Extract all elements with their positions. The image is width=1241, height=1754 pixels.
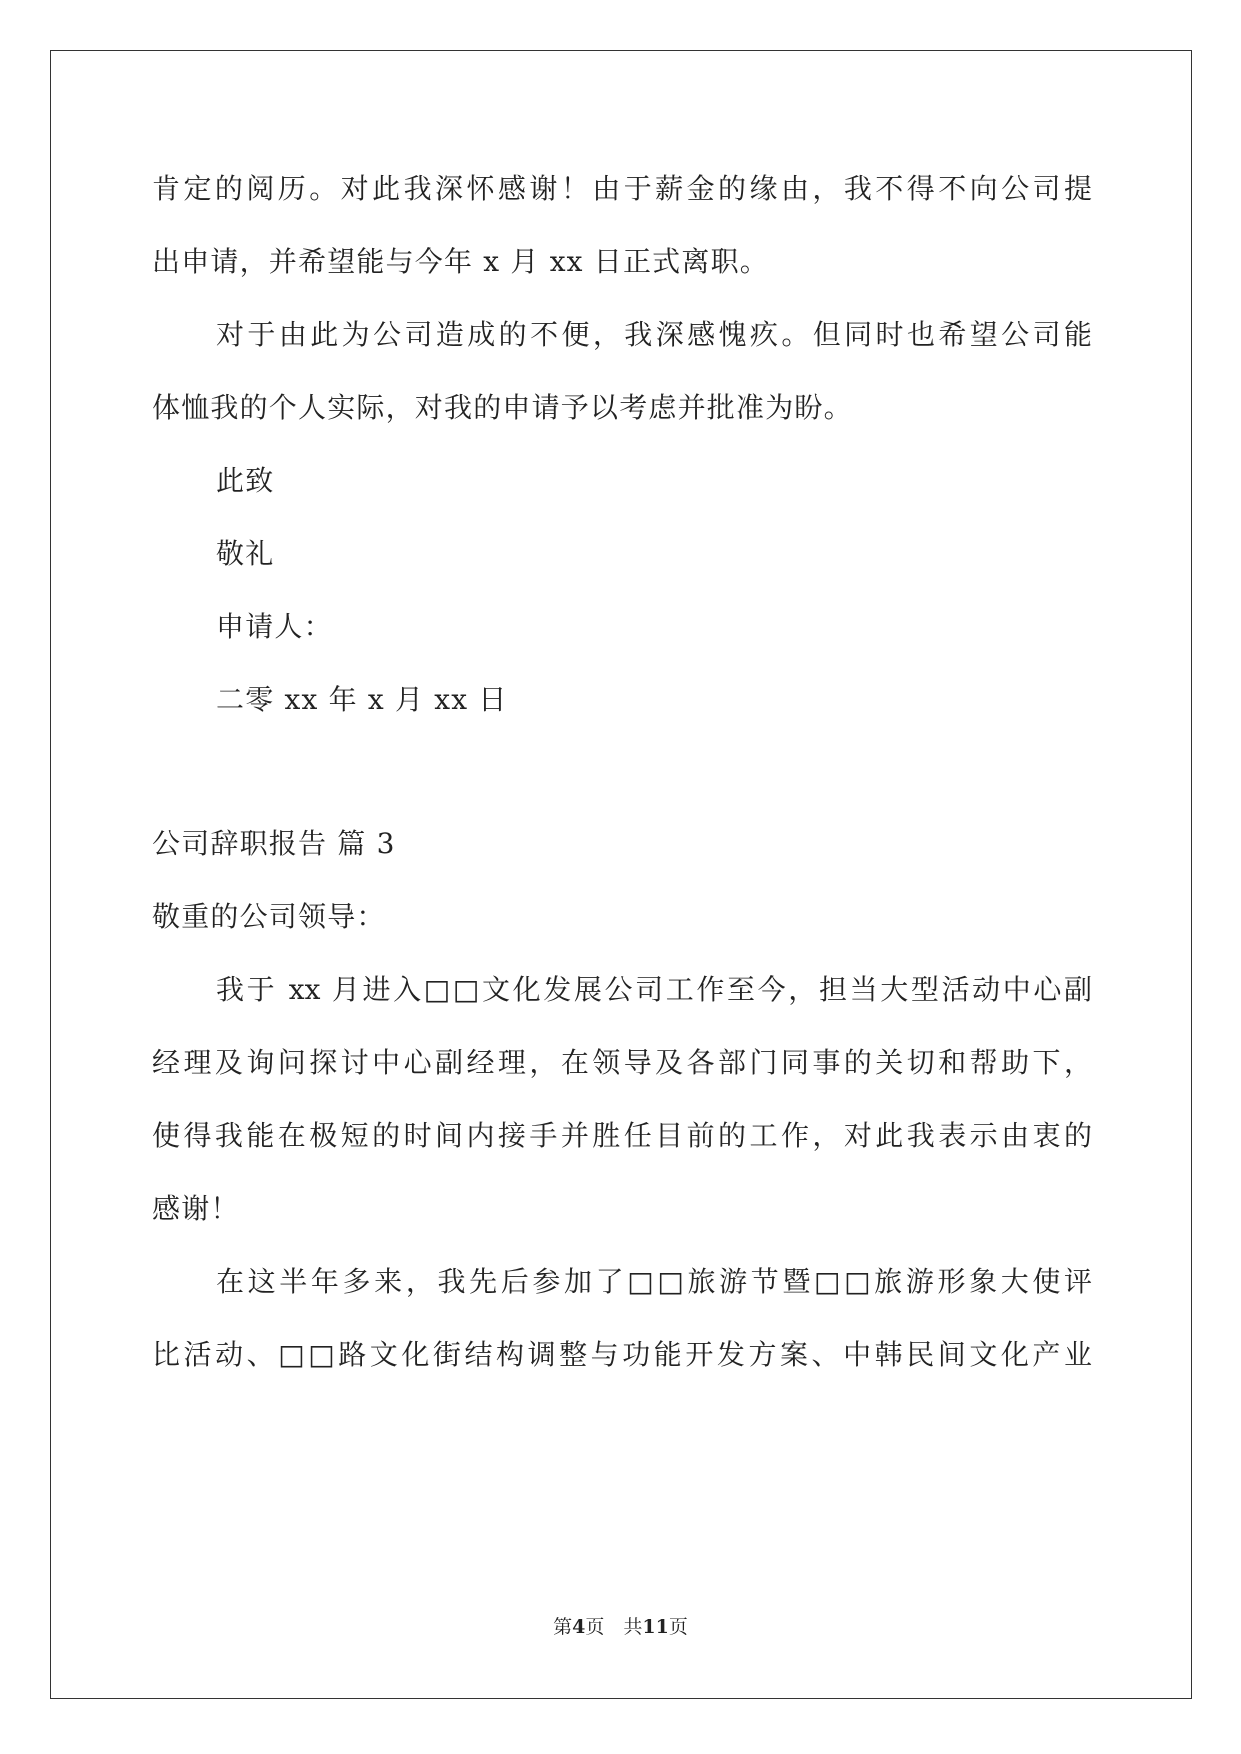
paragraph-line: 在这半年多来，我先后参加了□□旅游节暨□□旅游形象大使评 <box>216 1265 1092 1298</box>
footer-prefix: 第 <box>553 1616 573 1638</box>
letter-greeting: 敬重的公司领导： <box>152 900 386 933</box>
page-footer <box>0 1612 1241 1639</box>
paragraph-line: 出申请，并希望能与今年 x 月 xx 日正式离职。 <box>152 245 769 278</box>
page-border <box>50 50 1192 1699</box>
paragraph-line: 体恤我的个人实际，对我的申请予以考虑并批准为盼。 <box>152 391 853 424</box>
paragraph-line: 感谢！ <box>152 1192 240 1225</box>
paragraph-line: 肯定的阅历。对此我深怀感谢！由于薪金的缘由，我不得不向公司提 <box>152 172 1092 205</box>
paragraph-line: 对于由此为公司造成的不便，我深感愧疚。但同时也希望公司能 <box>216 318 1092 351</box>
current-page-number: 4 <box>572 1616 586 1638</box>
paragraph-line: 使得我能在极短的时间内接手并胜任目前的工作，对此我表示由衷的 <box>152 1119 1092 1152</box>
paragraph-line: 比活动、□□路文化街结构调整与功能开发方案、中韩民间文化产业 <box>152 1338 1092 1371</box>
date-line: 二零 xx 年 x 月 xx 日 <box>216 683 508 716</box>
applicant-label: 申请人： <box>216 610 333 643</box>
footer-middle: 页 共 <box>585 1616 643 1638</box>
footer-suffix: 页 <box>668 1616 688 1638</box>
paragraph-line: 经理及询问探讨中心副经理，在领导及各部门同事的关切和帮助下， <box>152 1046 1092 1079</box>
total-page-number: 11 <box>642 1616 669 1638</box>
closing-regards: 敬礼 <box>216 537 275 570</box>
closing-salutation: 此致 <box>216 464 275 497</box>
paragraph-line: 我于 xx 月进入□□文化发展公司工作至今，担当大型活动中心副 <box>216 973 1092 1006</box>
section-title: 公司辞职报告 篇 3 <box>152 827 396 860</box>
